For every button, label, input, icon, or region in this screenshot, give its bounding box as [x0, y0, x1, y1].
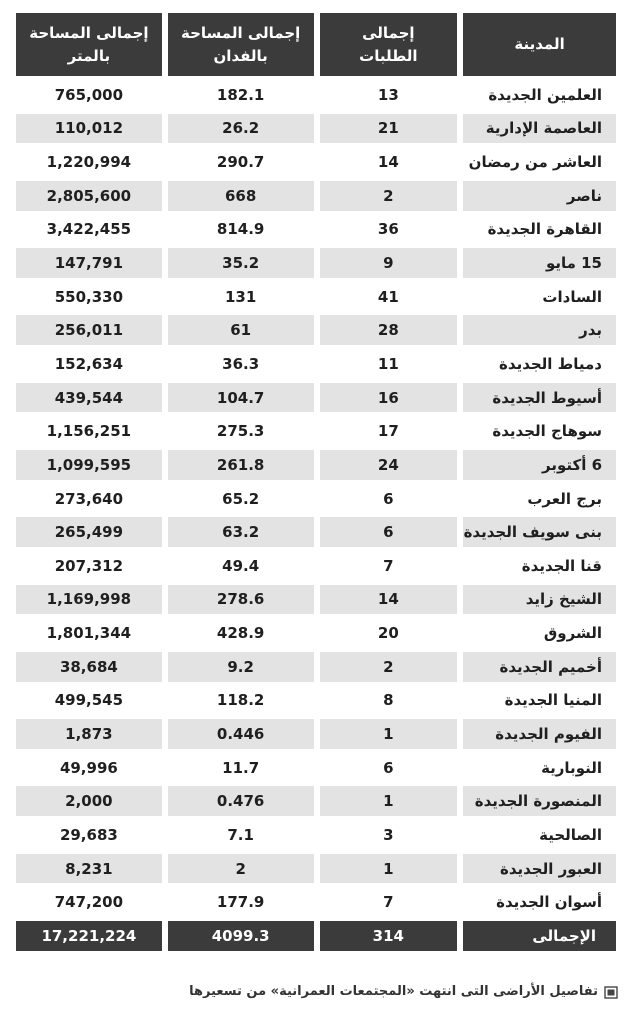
- table-row: [16, 753, 616, 783]
- area-feddan-cell: 36.3: [168, 349, 314, 379]
- area-meter-cell: 2,000: [16, 786, 162, 816]
- area-meter-cell: 499,545: [16, 686, 162, 716]
- area-meter-cell: 110,012: [16, 114, 162, 144]
- requests-cell: 11: [320, 349, 458, 379]
- area-meter-cell: 207,312: [16, 551, 162, 581]
- table-row: [16, 618, 616, 648]
- area-feddan-cell: 668: [168, 181, 314, 211]
- table-row: [16, 551, 616, 581]
- city-cell: ناصر: [463, 181, 616, 211]
- city-cell: بدر: [463, 315, 616, 345]
- table-row: [16, 786, 616, 816]
- area-feddan-cell: 290.7: [168, 147, 314, 177]
- area-feddan-cell: 104.7: [168, 383, 314, 413]
- city-cell: دمياط الجديدة: [463, 349, 616, 379]
- city-cell: العاشر من رمضان: [463, 147, 616, 177]
- area-meter-cell: 152,634: [16, 349, 162, 379]
- area-meter-cell: 38,684: [16, 652, 162, 682]
- area-feddan-cell: 0.476: [168, 786, 314, 816]
- area-meter-cell: 1,801,344: [16, 618, 162, 648]
- city-cell: 15 مايو: [463, 248, 616, 278]
- area-feddan-cell: 131: [168, 282, 314, 312]
- requests-cell: 24: [320, 450, 458, 480]
- area-meter-cell: 747,200: [16, 887, 162, 917]
- total-area-meter: 17,221,224: [16, 921, 162, 951]
- city-cell: النوبارية: [463, 753, 616, 783]
- area-meter-cell: 2,805,600: [16, 181, 162, 211]
- requests-cell: 20: [320, 618, 458, 648]
- area-meter-cell: 1,169,998: [16, 585, 162, 615]
- area-feddan-cell: 63.2: [168, 517, 314, 547]
- header-city: المدينة: [463, 13, 616, 76]
- city-cell: أخميم الجديدة: [463, 652, 616, 682]
- area-feddan-cell: 2: [168, 854, 314, 884]
- requests-cell: 2: [320, 181, 458, 211]
- city-cell: المنيا الجديدة: [463, 686, 616, 716]
- table-row: [16, 585, 616, 615]
- table-row: [16, 248, 616, 278]
- area-feddan-cell: 26.2: [168, 114, 314, 144]
- area-meter-cell: 1,220,994: [16, 147, 162, 177]
- table-body: [16, 80, 616, 917]
- requests-cell: 13: [320, 80, 458, 110]
- city-cell: القاهرة الجديدة: [463, 215, 616, 245]
- table-row: [16, 686, 616, 716]
- city-cell: الفيوم الجديدة: [463, 719, 616, 749]
- caption-text: تفاصيل الأراضى التى انتهت «المجتمعات العمرانية» من تسعيرها: [189, 984, 598, 999]
- total-label: الإجمالى: [463, 921, 616, 951]
- requests-cell: 14: [320, 147, 458, 177]
- table-header-row: [16, 13, 616, 76]
- city-cell: المنصورة الجديدة: [463, 786, 616, 816]
- requests-cell: 1: [320, 786, 458, 816]
- area-feddan-cell: 428.9: [168, 618, 314, 648]
- area-feddan-cell: 61: [168, 315, 314, 345]
- table-row: [16, 854, 616, 884]
- area-feddan-cell: 49.4: [168, 551, 314, 581]
- city-cell: الشروق: [463, 618, 616, 648]
- city-cell: بنى سويف الجديدة: [463, 517, 616, 547]
- requests-cell: 36: [320, 215, 458, 245]
- city-cell: أسوان الجديدة: [463, 887, 616, 917]
- requests-cell: 1: [320, 854, 458, 884]
- table-row: [16, 114, 616, 144]
- header-area-feddan: إجمالى المساحة بالفدان: [168, 13, 314, 76]
- area-meter-cell: 1,873: [16, 719, 162, 749]
- area-meter-cell: 1,099,595: [16, 450, 162, 480]
- area-feddan-cell: 11.7: [168, 753, 314, 783]
- area-meter-cell: 8,231: [16, 854, 162, 884]
- area-feddan-cell: 7.1: [168, 820, 314, 850]
- total-requests: 314: [320, 921, 458, 951]
- table-row: [16, 887, 616, 917]
- requests-cell: 3: [320, 820, 458, 850]
- area-feddan-cell: 814.9: [168, 215, 314, 245]
- area-feddan-cell: 118.2: [168, 686, 314, 716]
- table-row: [16, 719, 616, 749]
- city-cell: العبور الجديدة: [463, 854, 616, 884]
- header-requests: إجمالى الطلبات: [320, 13, 458, 76]
- city-cell: سوهاج الجديدة: [463, 416, 616, 446]
- table-row: [16, 517, 616, 547]
- table-row: [16, 450, 616, 480]
- area-feddan-cell: 275.3: [168, 416, 314, 446]
- requests-cell: 9: [320, 248, 458, 278]
- area-feddan-cell: 177.9: [168, 887, 314, 917]
- area-meter-cell: 550,330: [16, 282, 162, 312]
- requests-cell: 14: [320, 585, 458, 615]
- requests-cell: 41: [320, 282, 458, 312]
- area-meter-cell: 256,011: [16, 315, 162, 345]
- area-feddan-cell: 0.446: [168, 719, 314, 749]
- total-area-feddan: 4099.3: [168, 921, 314, 951]
- table-total-row: [16, 921, 616, 951]
- table-row: [16, 315, 616, 345]
- area-meter-cell: 439,544: [16, 383, 162, 413]
- city-cell: العلمين الجديدة: [463, 80, 616, 110]
- image-caption: [189, 984, 618, 999]
- requests-cell: 8: [320, 686, 458, 716]
- area-meter-cell: 147,791: [16, 248, 162, 278]
- table-row: [16, 652, 616, 682]
- requests-cell: 21: [320, 114, 458, 144]
- area-meter-cell: 1,156,251: [16, 416, 162, 446]
- requests-cell: 7: [320, 887, 458, 917]
- table-row: [16, 181, 616, 211]
- requests-cell: 28: [320, 315, 458, 345]
- requests-cell: 6: [320, 517, 458, 547]
- area-feddan-cell: 182.1: [168, 80, 314, 110]
- area-feddan-cell: 65.2: [168, 484, 314, 514]
- table-row: [16, 147, 616, 177]
- table-row: [16, 820, 616, 850]
- city-cell: قنا الجديدة: [463, 551, 616, 581]
- area-feddan-cell: 9.2: [168, 652, 314, 682]
- requests-cell: 16: [320, 383, 458, 413]
- area-meter-cell: 3,422,455: [16, 215, 162, 245]
- table-row: [16, 349, 616, 379]
- header-area-meter: إجمالى المساحة بالمتر: [16, 13, 162, 76]
- city-cell: 6 أكتوبر: [463, 450, 616, 480]
- area-meter-cell: 49,996: [16, 753, 162, 783]
- area-feddan-cell: 278.6: [168, 585, 314, 615]
- table-row: [16, 484, 616, 514]
- table-row: [16, 215, 616, 245]
- city-cell: الصالحية: [463, 820, 616, 850]
- table-row: [16, 282, 616, 312]
- requests-cell: 7: [320, 551, 458, 581]
- area-meter-cell: 265,499: [16, 517, 162, 547]
- city-cell: أسيوط الجديدة: [463, 383, 616, 413]
- table-row: [16, 80, 616, 110]
- requests-cell: 17: [320, 416, 458, 446]
- area-meter-cell: 765,000: [16, 80, 162, 110]
- table-row: [16, 416, 616, 446]
- requests-cell: 1: [320, 719, 458, 749]
- city-cell: برج العرب: [463, 484, 616, 514]
- area-meter-cell: 273,640: [16, 484, 162, 514]
- area-feddan-cell: 35.2: [168, 248, 314, 278]
- area-meter-cell: 29,683: [16, 820, 162, 850]
- city-cell: العاصمة الإدارية: [463, 114, 616, 144]
- city-cell: السادات: [463, 282, 616, 312]
- requests-cell: 6: [320, 484, 458, 514]
- requests-cell: 2: [320, 652, 458, 682]
- camera-icon: [604, 985, 618, 999]
- requests-cell: 6: [320, 753, 458, 783]
- city-cell: الشيخ زايد: [463, 585, 616, 615]
- table-row: [16, 383, 616, 413]
- land-pricing-table: [10, 9, 622, 955]
- area-feddan-cell: 261.8: [168, 450, 314, 480]
